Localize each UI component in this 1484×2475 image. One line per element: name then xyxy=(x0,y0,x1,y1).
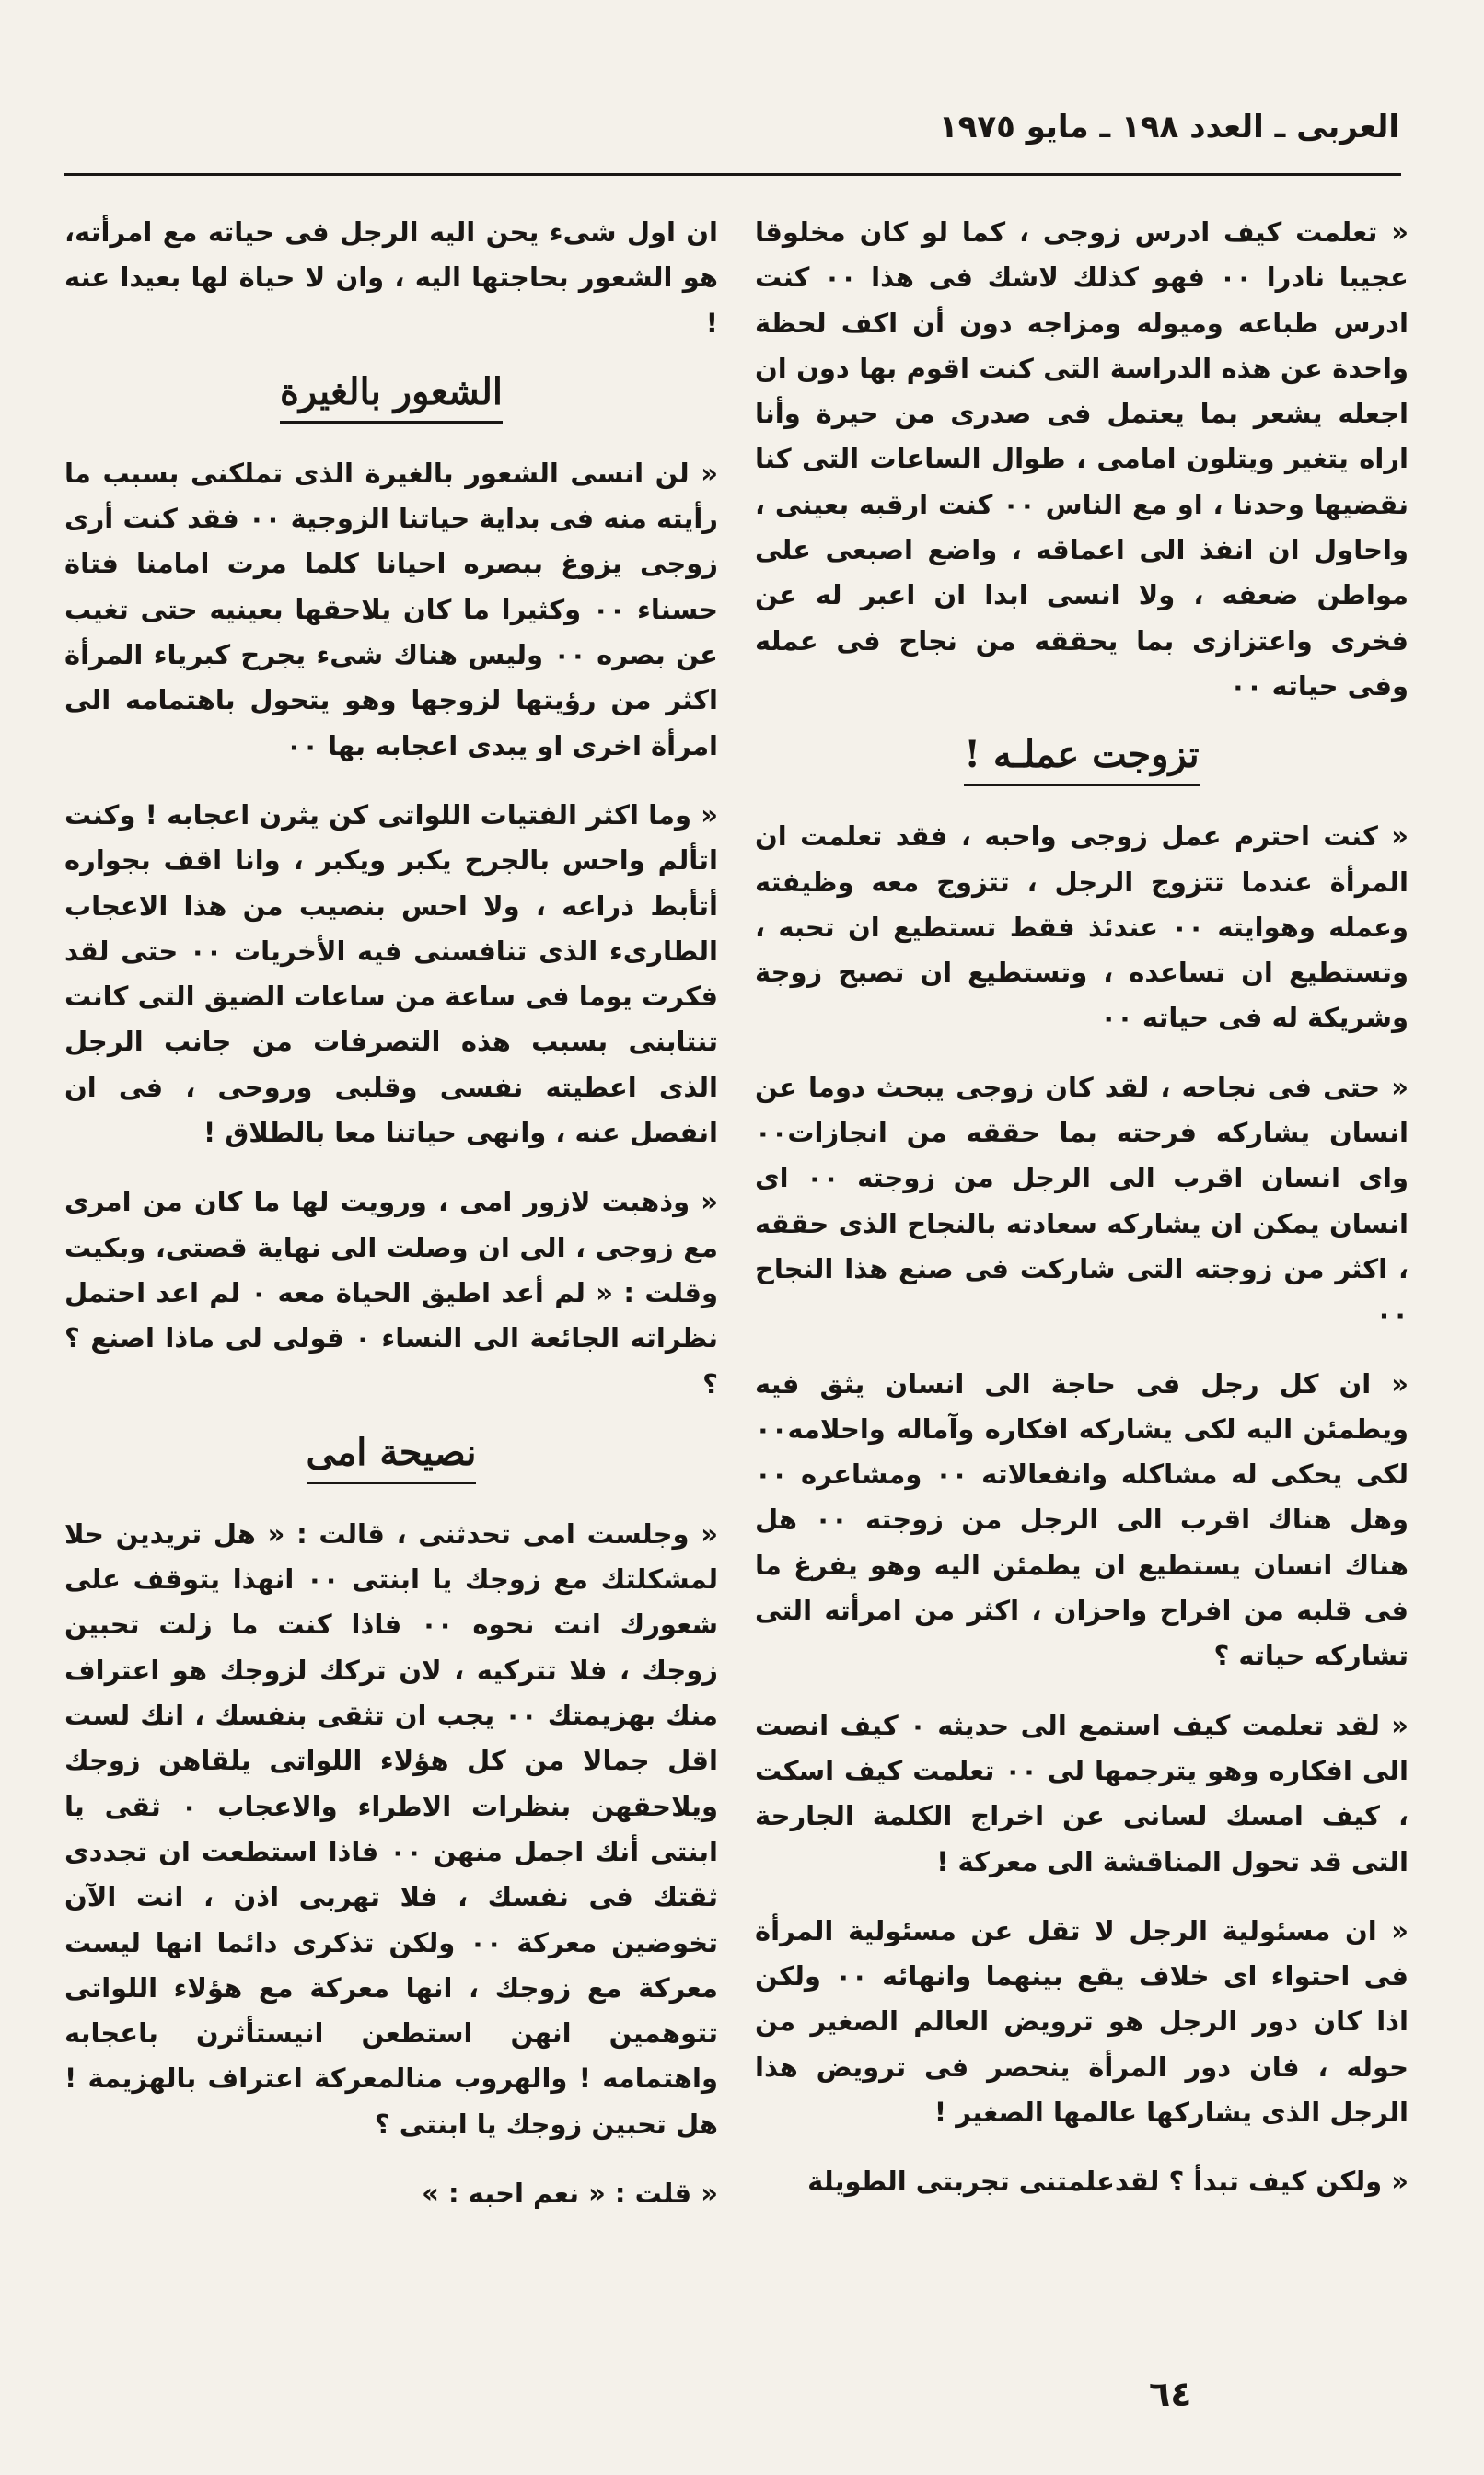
paragraph: « وما اكثر الفتيات اللواتى كن يثرن اعجابه ! وكنت اتألم واحس بالجرح يكبر ويكبر ، وانا اقف بجواره أتأبط ذراعه ، ولا احس بنصيب من هذا الاعجاب الطارىء الذى تنافسنى فيه الأخريات ٠٠ حتى لقد فكرت يوما فى ساعة من ساعات الضيق التى كانت تنتابنى بسبب هذه التصرفات من جانب الرجل الذى اعطيته نفسى وقلبى وروحى ، فى ان انفصل عنه ، وانهى حياتنا معا بالطلاق ! xyxy=(64,798,718,1149)
left-column xyxy=(64,210,718,2355)
running-header: العربى ـ العدد ١٩٨ ـ مايو ١٩٧٥ xyxy=(938,109,1399,145)
paragraph: « ولكن كيف تبدأ ؟ لقدعلمتنى تجربتى الطويلة xyxy=(807,2166,1409,2198)
paragraph: « وذهبت لازور امى ، ورويت لها ما كان من امرى مع زوجى ، الى ان وصلت الى نهاية قصتى، وبكيت وقلت : « لم أعد اطيق الحياة معه ٠ لم اعد احتمل نظراته الجائعة الى النساء ٠ قولى لى ماذا اصنع ؟ ؟ xyxy=(64,1186,718,1400)
paragraph: « كنت احترم عمل زوجى واحبه ، فقد تعلمت ان المرأة عندما تتزوج الرجل ، تتزوج معه وظيفته وعمله وهوايته ٠٠ عندئذ فقط تستطيع ان تحبه ، وتستطيع ان تساعده ، وتستطيع ان تصبح زوجة وشريكة له فى حياته ٠٠ xyxy=(755,820,1409,1034)
section-heading-text: تزوجت عملـه ! xyxy=(964,733,1199,786)
paragraph: « لن انسى الشعور بالغيرة الذى تملكنى بسبب ما رأيته منه فى بداية حياتنا الزوجية ٠٠ فقد كنت أرى زوجى يزوغ ببصره احيانا كلما مرت امامنا فتاة حسناء ٠٠ وكثيرا ما كان يلاحقها بعينيه حتى تغيب عن بصره ٠٠ وليس هناك شىء يجرح كبرياء المرأة اكثر من رؤيتها لزوجها وهو يتحول باهتمامه الى امرأة اخرى او يبدى اعجابه بها ٠٠ xyxy=(64,457,718,761)
paragraph: « حتى فى نجاحه ، لقد كان زوجى يبحث دوما عن انسان يشاركه فرحته بما حققه من انجازات٠٠ واى انسان اقرب الى الرجل من زوجته ٠٠ اى انسان يمكن ان يشاركه سعادته بالنجاح الذى حققه ، اكثر من زوجته التى شاركت فى صنع هذا النجاح ٠٠ xyxy=(755,1071,1409,1330)
header-rule xyxy=(64,173,1401,176)
paragraph: « قلت : « نعم احبه : » xyxy=(422,2177,718,2209)
paragraph: « ان كل رجل فى حاجة الى انسان يثق فيه ويطمئن اليه لكى يشاركه افكاره وآماله واحلامه٠٠ لكى يحكى له مشاكله وانفعالاته ٠٠ ومشاعره ٠٠ وهل هناك اقرب الى الرجل من زوجته ٠٠ هل هناك انسان يستطيع ان يطمئن اليه وهو يفرغ ما فى قلبه من افراح واحزان ، اكثر من امرأته التى تشاركه حياته ؟ xyxy=(755,1367,1409,1672)
paragraph: « ان مسئولية الرجل لا تقل عن مسئولية المرأة فى احتواء اى خلاف يقع بينهما وانهائه ٠٠ ولكن اذا كان دور الرجل هو ترويض العالم الصغير من حوله ، فان دور المرأة ينحصر فى ترويض هذا الرجل الذى يشاركها عالمها الصغير ! xyxy=(755,1914,1409,2128)
paragraph: « لقد تعلمت كيف استمع الى حديثه ٠ كيف انصت الى افكاره وهو يترجمها لى ٠٠ تعلمت كيف اسكت ، كيف امسك لسانى عن اخراج الكلمة الجارحة التى قد تحول المناقشة الى معركة ! xyxy=(755,1709,1409,1877)
section-heading xyxy=(64,1431,718,1484)
paragraph: « وجلست امى تحدثنى ، قالت : « هل تريدين حلا لمشكلتك مع زوجك يا ابنتى ٠٠ انهذا يتوقف على شعورك انت نحوه ٠٠ فاذا كنت ما زلت تحبين زوجك ، فلا تتركيه ، لان تركك لزوجك هو اعتراف منك بهزيمتك ٠٠ يجب ان تثقى بنفسك ، انك لست اقل جمالا من كل هؤلاء اللواتى يلقاهن زوجك ويلاحقهن بنظرات الاطراء والاعجاب ٠ ثقى يا ابنتى أنك اجمل منهن ٠٠ فاذا استطعت ان تجددى ثقتك فى نفسك ، فلا تهربى اذن ، انت الآن تخوضين معركة ٠٠ ولكن تذكرى دائما انها ليست معركة مع زوجك ، انها معركة مع هؤلاء اللواتى تتوهمين انهن استطعن انيستأثرن باعجابه واهتمامه ! والهروب منالمعركة اعتراف بالهزيمة ! هل تحبين زوجك يا ابنتى ؟ xyxy=(64,1517,718,2140)
section-heading-text: نصيحة امى xyxy=(307,1431,477,1484)
paragraph: ان اول شىء يحن اليه الرجل فى حياته مع امرأته، هو الشعور بحاجتها اليه ، وان لا حياة لها بعيدا عنه ! xyxy=(64,216,718,339)
section-heading xyxy=(64,370,718,424)
section-heading-text: الشعور بالغيرة xyxy=(280,370,503,424)
section-heading xyxy=(755,733,1409,786)
paragraph: « تعلمت كيف ادرس زوجى ، كما لو كان مخلوقا عجيبا نادرا ٠٠ فهو كذلك لاشك فى هذا ٠٠ كنت ادرس طباعه وميوله ومزاجه دون أن اكف لحظة واحدة عن هذه الدراسة التى كنت اقوم بها دون ان اجعله يشعر بما يعتمل فى صدرى من حيرة وأنا اراه يتغير ويتلون امامى ، طوال الساعات التى كنا نقضيها وحدنا ، او مع الناس ٠٠ كنت ارقبه بعينى ، واحاول ان انفذ الى اعماقه ، واضع اصبعى على مواطن ضعفه ، ولا انسى ابدا ان اعبر له عن فخرى واعتزازى بما يحققه من نجاح فى عمله وفى حياته ٠٠ xyxy=(755,216,1409,702)
page-number: ٦٤ xyxy=(1149,2374,1192,2414)
right-column xyxy=(755,210,1409,2355)
